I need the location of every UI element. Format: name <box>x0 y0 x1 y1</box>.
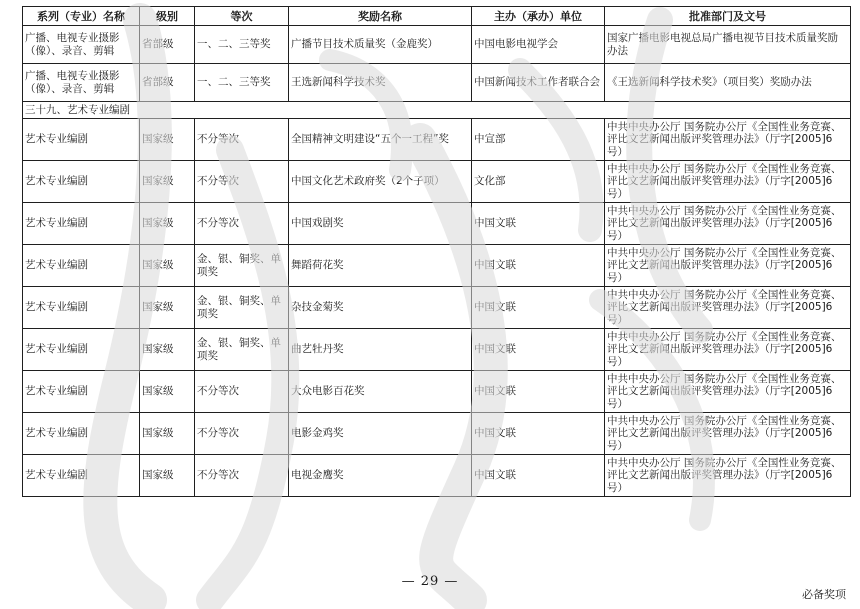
table-row <box>23 64 851 102</box>
table-row <box>23 203 851 245</box>
table-row <box>23 245 851 287</box>
cell-award: 中国文化艺术政府奖（2个子项） <box>289 161 472 203</box>
cell-grade: 不分等次 <box>195 413 289 455</box>
table-row <box>23 413 851 455</box>
section-row <box>23 102 851 119</box>
cell-organizer: 中国文联 <box>472 203 605 245</box>
cell-approval: 中共中央办公厅 国务院办公厅《全国性业务竞赛、评比文艺新闻出版评奖管理办法》（厅字[2005]6号） <box>605 455 851 497</box>
cell-approval: 《王选新闻科学技术奖》（项目奖）奖励办法 <box>605 64 851 102</box>
cell-level: 国家级 <box>140 203 195 245</box>
header-grade: 等次 <box>195 7 289 26</box>
awards-table <box>22 6 851 497</box>
header-organizer: 主办（承办）单位 <box>472 7 605 26</box>
cell-award: 舞蹈荷花奖 <box>289 245 472 287</box>
cell-award: 电视金鹰奖 <box>289 455 472 497</box>
cell-organizer: 中国文联 <box>472 413 605 455</box>
cell-approval: 中共中央办公厅 国务院办公厅《全国性业务竞赛、评比文艺新闻出版评奖管理办法》（厅字[2005]6号） <box>605 245 851 287</box>
cell-organizer: 中国文联 <box>472 329 605 371</box>
cell-award: 全国精神文明建设“五个一工程”奖 <box>289 119 472 161</box>
header-level: 级别 <box>140 7 195 26</box>
cell-award: 大众电影百花奖 <box>289 371 472 413</box>
cell-approval: 国家广播电影电视总局广播电视节目技术质量奖励办法 <box>605 26 851 64</box>
table-header-row <box>23 7 851 26</box>
header-approval: 批准部门及文号 <box>605 7 851 26</box>
cell-series: 广播、电视专业摄影（像）、录音、剪辑 <box>23 64 140 102</box>
cell-series: 广播、电视专业摄影（像）、录音、剪辑 <box>23 26 140 64</box>
cell-level: 国家级 <box>140 455 195 497</box>
cell-award: 中国戏剧奖 <box>289 203 472 245</box>
cell-series: 艺术专业编剧 <box>23 329 140 371</box>
cell-grade: 不分等次 <box>195 161 289 203</box>
cell-organizer: 中国文联 <box>472 287 605 329</box>
cell-level: 省部级 <box>140 26 195 64</box>
cell-series: 艺术专业编剧 <box>23 413 140 455</box>
cell-approval: 中共中央办公厅 国务院办公厅《全国性业务竞赛、评比文艺新闻出版评奖管理办法》（厅字[2005]6号） <box>605 413 851 455</box>
cell-series: 艺术专业编剧 <box>23 203 140 245</box>
table-row <box>23 287 851 329</box>
table-row <box>23 161 851 203</box>
cell-approval: 中共中央办公厅 国务院办公厅《全国性业务竞赛、评比文艺新闻出版评奖管理办法》（厅字[2005]6号） <box>605 329 851 371</box>
cell-approval: 中共中央办公厅 国务院办公厅《全国性业务竞赛、评比文艺新闻出版评奖管理办法》（厅字[2005]6号） <box>605 371 851 413</box>
cell-grade: 金、银、铜奖、单项奖 <box>195 287 289 329</box>
cell-level: 国家级 <box>140 413 195 455</box>
cell-grade: 一、二、三等奖 <box>195 64 289 102</box>
cell-series: 艺术专业编剧 <box>23 371 140 413</box>
cell-level: 国家级 <box>140 287 195 329</box>
cell-grade: 不分等次 <box>195 203 289 245</box>
table-row <box>23 455 851 497</box>
header-series: 系列（专业）名称 <box>23 7 140 26</box>
page-number: — 29 — <box>401 574 459 589</box>
cell-organizer: 中国电影电视学会 <box>472 26 605 64</box>
cell-approval: 中共中央办公厅 国务院办公厅《全国性业务竞赛、评比文艺新闻出版评奖管理办法》（厅字[2005]6号） <box>605 203 851 245</box>
cell-organizer: 中国文联 <box>472 371 605 413</box>
cell-level: 国家级 <box>140 119 195 161</box>
cell-grade: 不分等次 <box>195 371 289 413</box>
table-row <box>23 26 851 64</box>
cell-grade: 不分等次 <box>195 119 289 161</box>
cell-organizer: 中国文联 <box>472 245 605 287</box>
table-row <box>23 119 851 161</box>
cell-series: 艺术专业编剧 <box>23 119 140 161</box>
cell-award: 电影金鸡奖 <box>289 413 472 455</box>
cell-organizer: 中国文联 <box>472 455 605 497</box>
cell-award: 王选新闻科学技术奖 <box>289 64 472 102</box>
cell-level: 国家级 <box>140 245 195 287</box>
cell-series: 艺术专业编剧 <box>23 161 140 203</box>
footer-label: 必备奖项 <box>802 588 846 601</box>
cell-approval: 中共中央办公厅 国务院办公厅《全国性业务竞赛、评比文艺新闻出版评奖管理办法》（厅字[2005]6号） <box>605 161 851 203</box>
cell-grade: 不分等次 <box>195 455 289 497</box>
cell-organizer: 中宣部 <box>472 119 605 161</box>
table-row <box>23 329 851 371</box>
table-row <box>23 371 851 413</box>
cell-series: 艺术专业编剧 <box>23 245 140 287</box>
cell-organizer: 文化部 <box>472 161 605 203</box>
cell-level: 省部级 <box>140 64 195 102</box>
cell-organizer: 中国新闻技术工作者联合会 <box>472 64 605 102</box>
cell-approval: 中共中央办公厅 国务院办公厅《全国性业务竞赛、评比文艺新闻出版评奖管理办法》（厅字[2005]6号） <box>605 119 851 161</box>
cell-grade: 金、银、铜奖、单项奖 <box>195 329 289 371</box>
cell-level: 国家级 <box>140 371 195 413</box>
cell-grade: 一、二、三等奖 <box>195 26 289 64</box>
cell-series: 艺术专业编剧 <box>23 455 140 497</box>
cell-award: 广播节目技术质量奖（金鹿奖） <box>289 26 472 64</box>
cell-approval: 中共中央办公厅 国务院办公厅《全国性业务竞赛、评比文艺新闻出版评奖管理办法》（厅字[2005]6号） <box>605 287 851 329</box>
cell-award: 杂技金菊奖 <box>289 287 472 329</box>
section-title: 三十九、艺术专业编剧 <box>23 102 851 119</box>
cell-level: 国家级 <box>140 329 195 371</box>
cell-grade: 金、银、铜奖、单项奖 <box>195 245 289 287</box>
cell-series: 艺术专业编剧 <box>23 287 140 329</box>
cell-award: 曲艺牡丹奖 <box>289 329 472 371</box>
cell-level: 国家级 <box>140 161 195 203</box>
header-award: 奖励名称 <box>289 7 472 26</box>
